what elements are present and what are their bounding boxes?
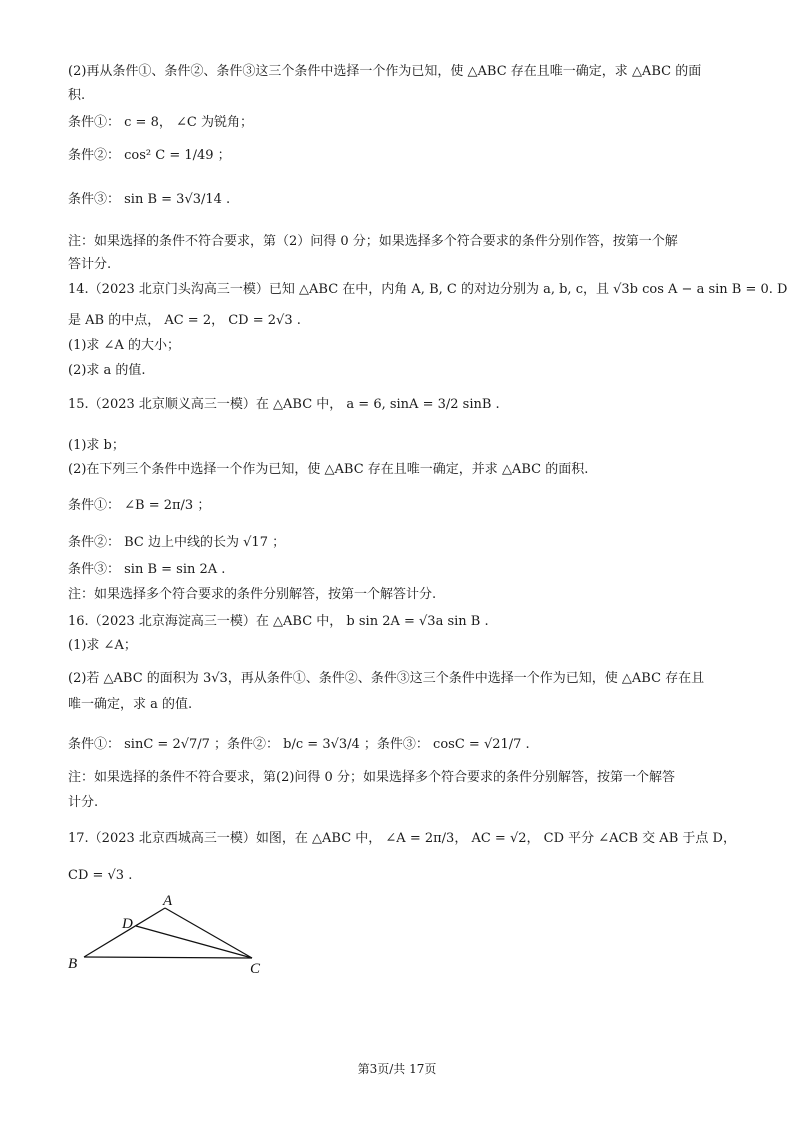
text-line: (2)求 a 的值. [68, 363, 146, 378]
text-line: 注：如果选择的条件不符合要求，第（2）问得 0 分；如果选择多个符合要求的条件分别作答，按第一个解 [68, 234, 678, 249]
label-a: A [163, 893, 173, 909]
label-b: B [68, 956, 78, 972]
text-line: (2)再从条件①、条件②、条件③这三个条件中选择一个作为已知，使 △ABC 存在且唯一确定，求 △ABC 的面 [68, 64, 702, 79]
triangle-figure [60, 888, 280, 988]
text-line: (1)求 ∠A； [68, 638, 137, 653]
text-line: 是 AB 的中点， AC = 2， CD = 2√3 . [68, 313, 301, 328]
text-line: 条件②： BC 边上中线的长为 √17 ； [68, 535, 286, 550]
text-line: (1)求 b； [68, 438, 125, 453]
text-line: 计分. [68, 795, 99, 810]
text-line: 14.（2023 北京门头沟高三一模）已知 △ABC 在中，内角 A, B, C 的对边分别为 a, b, c，且 √3b cos A − a sin B = 0. D [68, 282, 788, 297]
text-line: 条件③： sin B = 3√3/14 . [68, 192, 231, 207]
text-line: 条件③： sin B = sin 2A . [68, 562, 226, 577]
text-line: (2)若 △ABC 的面积为 3√3，再从条件①、条件②、条件③这三个条件中选择一个作为已知，使 △ABC 存在且 [68, 671, 705, 686]
segment-ac [165, 908, 252, 958]
segment-bc [84, 957, 252, 958]
text-line: 16.（2023 北京海淀高三一模）在 △ABC 中， b sin 2A = √3a sin B . [68, 614, 489, 629]
text-line: 注：如果选择的条件不符合要求，第(2)问得 0 分；如果选择多个符合要求的条件分别解答，按第一个解答 [68, 770, 675, 785]
label-c: C [250, 961, 261, 977]
text-line: 条件②： cos² C = 1/49 ； [68, 148, 231, 163]
text-line: 注：如果选择多个符合要求的条件分别解答，按第一个解答计分. [68, 587, 437, 602]
text-line: 唯一确定，求 a 的值. [68, 697, 193, 712]
text-line: (2)在下列三个条件中选择一个作为已知，使 △ABC 存在且唯一确定，并求 △ABC 的面积. [68, 462, 589, 477]
label-d: D [122, 916, 133, 932]
page-footer: 第3页/共 17页 [357, 1062, 437, 1076]
segment-dc [136, 926, 252, 958]
text-line: 答计分. [68, 257, 112, 272]
text-line: CD = √3 . [68, 868, 133, 883]
text-line: 条件①： ∠B = 2π/3 ； [68, 498, 211, 513]
text-line: (1)求 ∠A 的大小； [68, 338, 180, 353]
text-line: 15.（2023 北京顺义高三一模）在 △ABC 中， a = 6, sinA = 3/2 sinB . [68, 397, 500, 412]
text-line: 17.（2023 北京西城高三一模）如图，在 △ABC 中， ∠A = 2π/3， AC = √2， CD 平分 ∠ACB 交 AB 于点 D， [68, 831, 736, 846]
text-line: 条件①： c = 8， ∠C 为锐角； [68, 115, 253, 130]
text-line: 积. [68, 88, 86, 103]
text-line: 条件①： sinC = 2√7/7 ；条件②： b/c = 3√3/4 ；条件③： cosC = √21/7 . [68, 737, 530, 752]
